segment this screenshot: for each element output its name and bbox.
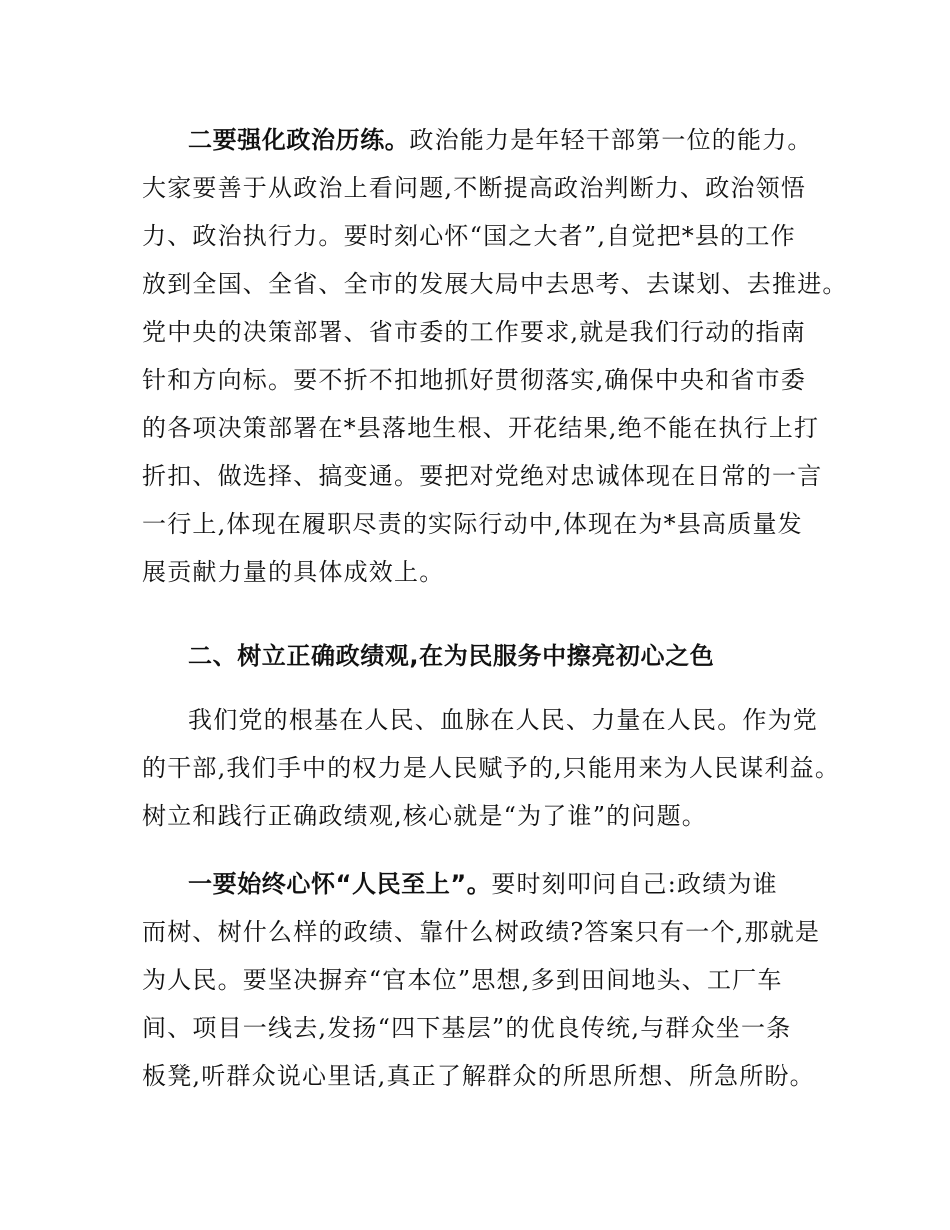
paragraph-line: 针和方向标。要不折不扣地抓好贯彻落实,确保中央和省市委 [142, 366, 807, 394]
paragraph-line: 的各项决策部署在*县落地生根、开花结果,绝不能在执行上打 [142, 414, 820, 442]
paragraph-line: 展贡献力量的具体成效上。 [142, 558, 445, 586]
paragraph-line: 我们党的根基在人民、血脉在人民、力量在人民。作为党 [188, 706, 818, 734]
paragraph-line: 党中央的决策部署、省市委的工作要求,就是我们行动的指南 [142, 318, 807, 346]
paragraph-line: 板凳,听群众说心里话,真正了解群众的所思所想、所急所盼。 [142, 1062, 815, 1090]
paragraph-line: 力、政治执行力。要时刻心怀“国之大者”,自觉把*县的工作 [142, 222, 796, 250]
paragraph-line: 树立和践行正确政绩观,核心就是“为了谁”的问题。 [142, 802, 707, 830]
paragraph-line: 而树、树什么样的政绩、靠什么树政绩?答案只有一个,那就是 [142, 918, 821, 946]
paragraph-line: 的干部,我们手中的权力是人民赋予的,只能用来为人民谋利益。 [142, 754, 841, 782]
paragraph-line: 折扣、做选择、搞变通。要把对党绝对忠诚体现在日常的一言 [142, 462, 823, 490]
paragraph-line: 一行上,体现在履职尽责的实际行动中,体现在为*县高质量发 [142, 510, 803, 538]
paragraph-line [188, 868, 778, 900]
paragraph-line: 放到全国、全省、全市的发展大局中去思考、去谋划、去推进。 [142, 270, 848, 298]
paragraph-lead: 二要强化政治历练。 [188, 126, 410, 154]
paragraph-lead: 一要始终心怀“人民至上”。 [188, 870, 492, 898]
paragraph-text: 政治能力是年轻干部第一位的能力。 [409, 126, 813, 154]
section-heading: 二、树立正确政绩观,在为民服务中擦亮初心之色 [188, 642, 715, 670]
paragraph-line: 大家要善于从政治上看问题,不断提高政治判断力、政治领悟 [142, 174, 807, 202]
paragraph-line: 间、项目一线去,发扬“四下基层”的优良传统,与群众坐一条 [142, 1014, 792, 1042]
paragraph-line [188, 124, 813, 156]
paragraph-text: 要时刻叩问自己:政绩为谁 [491, 870, 778, 898]
paragraph-line: 为人民。要坚决摒弃“官本位”思想,多到田间地头、工厂车 [142, 966, 783, 994]
